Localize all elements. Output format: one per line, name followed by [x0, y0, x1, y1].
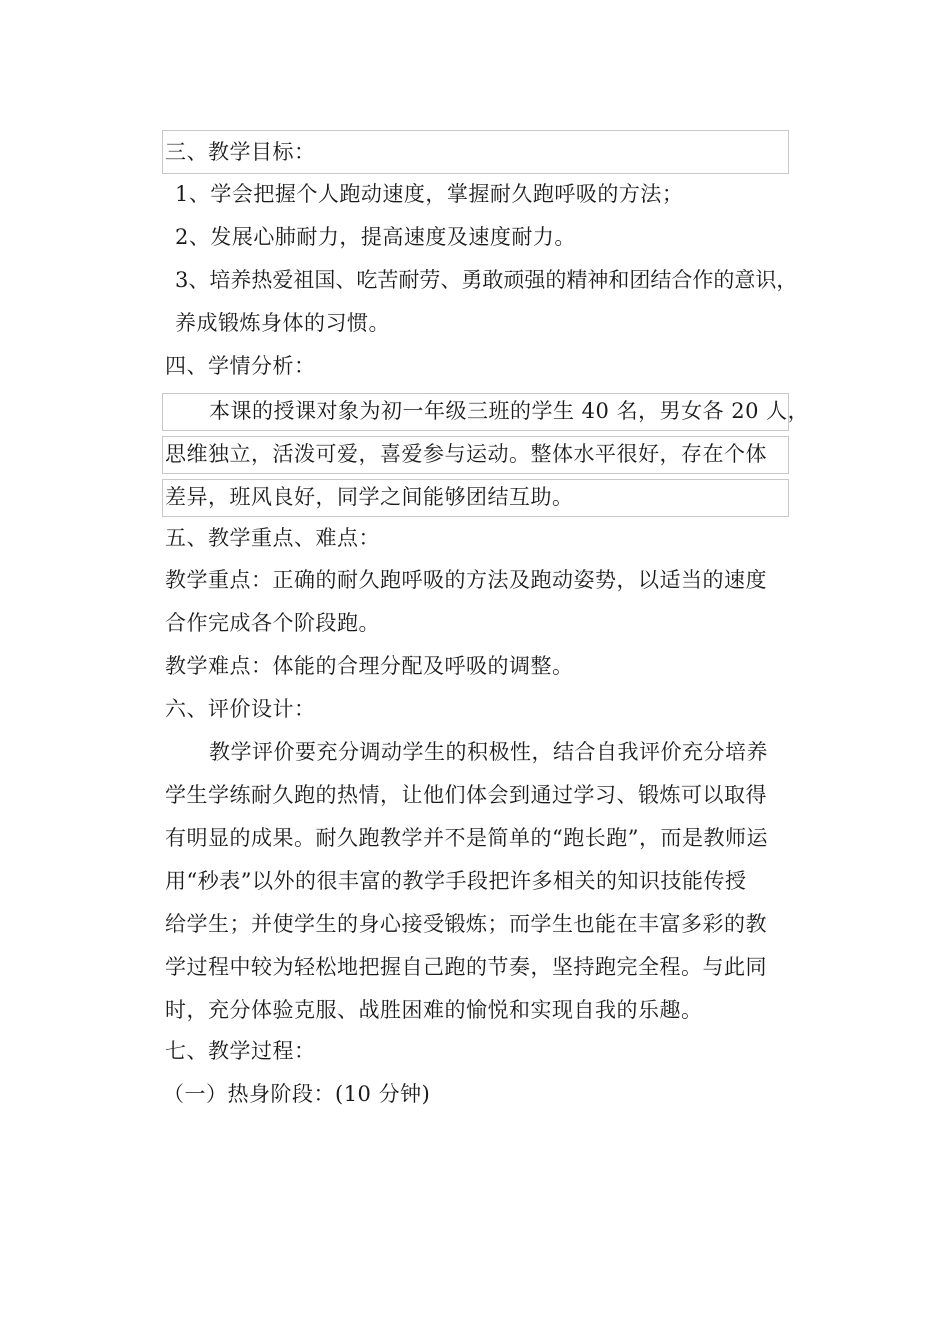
keypoints-heading: 五、教学重点、难点：: [165, 526, 380, 550]
evaluation-line-6: 学过程中较为轻松地把握自己跑的节奏，坚持跑完全程。与此同: [165, 955, 767, 979]
analysis-line-3: 差异，班风良好，同学之间能够团结互助。: [165, 485, 574, 509]
evaluation-heading: 六、评价设计：: [165, 697, 316, 721]
keypoints-line-3: 教学难点：体能的合理分配及呼吸的调整。: [165, 654, 574, 678]
objective-item-1: 1、学会把握个人跑动速度，掌握耐久跑呼吸的方法；: [175, 182, 684, 206]
objectives-heading: 三、教学目标：: [165, 140, 316, 164]
keypoints-line-2: 合作完成各个阶段跑。: [165, 611, 380, 635]
evaluation-line-7: 时，充分体验克服、战胜困难的愉悦和实现自我的乐趣。: [165, 998, 703, 1022]
analysis-heading: 四、学情分析：: [165, 354, 316, 378]
analysis-line-1: 本课的授课对象为初一年级三班的学生 40 名，男女各 20 人，: [209, 399, 810, 423]
analysis-line-2: 思维独立，活泼可爱，喜爱参与运动。整体水平很好，存在个体: [165, 442, 767, 466]
process-heading: 七、教学过程：: [165, 1039, 316, 1063]
objective-item-2: 2、发展心肺耐力，提高速度及速度耐力。: [175, 225, 576, 249]
keypoints-line-1: 教学重点：正确的耐久跑呼吸的方法及跑动姿势，以适当的速度: [165, 568, 767, 592]
process-warmup-subheading: （一）热身阶段：(10 分钟): [163, 1082, 431, 1106]
evaluation-line-1: 教学评价要充分调动学生的积极性，结合自我评价充分培养: [209, 740, 768, 764]
objective-item-3: 3、培养热爱祖国、吃苦耐劳、勇敢顽强的精神和团结合作的意识，: [175, 268, 798, 292]
objective-item-3-cont: 养成锻炼身体的习惯。: [175, 311, 390, 335]
evaluation-line-4: 用“秒表”以外的很丰富的教学手段把许多相关的知识技能传授: [165, 869, 747, 893]
evaluation-line-5: 给学生；并使学生的身心接受锻炼；而学生也能在丰富多彩的教: [165, 912, 767, 936]
evaluation-line-3: 有明显的成果。耐久跑教学并不是简单的“跑长跑”，而是教师运: [165, 826, 768, 850]
evaluation-line-2: 学生学练耐久跑的热情，让他们体会到通过学习、锻炼可以取得: [165, 783, 767, 807]
